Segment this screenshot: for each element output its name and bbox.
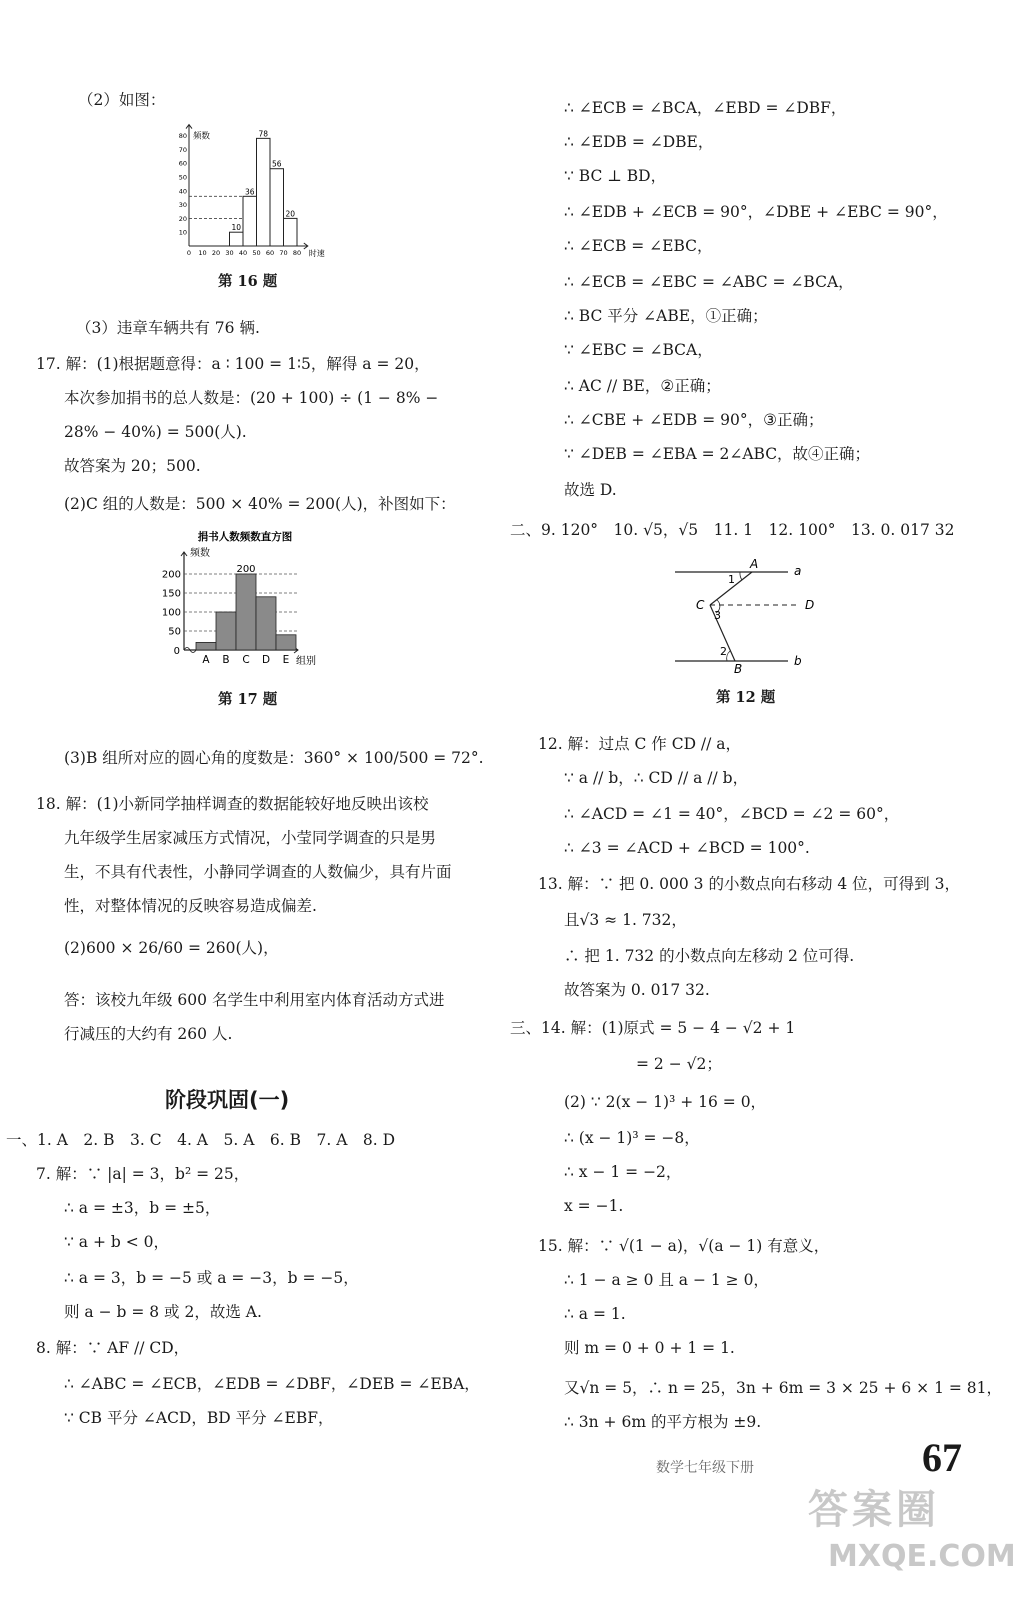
text-line: = 2 − √2； [636, 1055, 722, 1073]
y-axis-label: 频数 [190, 548, 210, 559]
text-line: ∴ a = 3，b = −5 或 a = −3，b = −5， [64, 1269, 359, 1287]
y-tick-label: 60 [178, 159, 187, 168]
text-line: ∵ BC ⊥ BD， [564, 167, 667, 185]
text-line: ∴ 3n + 6m 的平方根为 ±9. [564, 1413, 762, 1431]
histogram-bar [257, 138, 271, 246]
text-line: 15. 解：∵ √(1 − a)，√(a − 1) 有意义， [538, 1237, 830, 1255]
text-line: (2)600 × 26/60 = 260(人)， [64, 939, 279, 957]
label-a: a [794, 564, 802, 578]
text-line: ∴ ∠EDB + ∠ECB = 90°，∠DBE + ∠EBC = 90°， [564, 203, 948, 221]
text-line: ∵ a + b < 0， [64, 1233, 169, 1251]
answer-key-line: 二、9. 120° 10. √5，√5 11. 1 12. 100° 13. 0. 017 32 [510, 521, 955, 539]
y-tick-label: 200 [161, 569, 181, 581]
label-b: b [794, 654, 802, 668]
y-tick-label: 70 [178, 145, 187, 154]
y-axis-label: 频数 [193, 131, 211, 142]
text-line: 7. 解：∵ |a| = 3，b² = 25， [36, 1165, 250, 1183]
text-line: ∴ ∠ACD = ∠1 = 40°，∠BCD = ∠2 = 60°， [564, 805, 900, 823]
text-line: ∴ ∠ECB = ∠BCA，∠EBD = ∠DBF， [564, 99, 847, 117]
x-tick-label: 80 [292, 249, 302, 257]
x-tick-label: 20 [211, 249, 221, 257]
x-tick-label: 30 [225, 249, 234, 257]
label-D: D [805, 598, 815, 612]
angle-2-arc [727, 651, 730, 661]
label-2: 2 [720, 645, 727, 658]
bar-value-label: 10 [231, 223, 242, 233]
watermark-logo: 答案圈 [808, 1487, 940, 1533]
bar-value-label: 56 [271, 159, 282, 169]
watermark-url: MXQE.COM [828, 1539, 1016, 1574]
text-line: ∴ a = ±3，b = ±5， [64, 1199, 221, 1217]
histogram-bar [284, 218, 298, 246]
text-line: ∴ ∠EDB = ∠DBE， [564, 133, 714, 151]
text-line: 13. 解：∵ 把 0. 000 3 的小数点向右移动 4 位，可得到 3， [538, 875, 960, 893]
bar-value-label: 36 [244, 187, 255, 197]
figure-caption: 第 16 题 [218, 273, 278, 290]
text-line: 九年级学生居家减压方式情况，小莹同学调查的只是男 [64, 829, 437, 847]
text-line: x = −1. [564, 1197, 624, 1215]
text-line: ∴ a = 1. [564, 1305, 626, 1323]
page-number: 67 [922, 1435, 962, 1480]
bar-value-label: 78 [258, 129, 269, 139]
text-line: 12. 解：过点 C 作 CD // a， [538, 735, 742, 753]
y-tick-label: 10 [178, 228, 187, 237]
text-line: 故答案为 20；500. [64, 457, 201, 475]
label-1: 1 [728, 573, 735, 586]
x-tick-label: E [282, 654, 290, 666]
histogram-bar [230, 232, 244, 246]
y-tick-label: 150 [161, 588, 181, 600]
x-tick-label: 10 [198, 249, 207, 257]
text-line: 三、14. 解：(1)原式 = 5 − 4 − √2 + 1 [510, 1019, 796, 1037]
figure-caption: 第 12 题 [716, 689, 776, 706]
text-line: ∴ BC 平分 ∠ABE，①正确； [564, 307, 768, 325]
x-tick-label: 60 [265, 249, 275, 257]
y-tick-label: 50 [168, 626, 181, 638]
text-line: 18. 解：(1)小新同学抽样调查的数据能较好地反映出该校 [36, 795, 429, 813]
text-line: ∴ (x − 1)³ = −8， [564, 1129, 700, 1147]
histogram-fig17 [150, 530, 340, 675]
text-line: ∴ ∠ECB = ∠EBC = ∠ABC = ∠BCA， [564, 273, 854, 291]
text-line: ∴ AC // BE，②正确； [564, 377, 721, 395]
x-tick-label: A [202, 654, 210, 666]
histogram-bar [196, 642, 216, 650]
x-tick-label: 0 [186, 249, 192, 257]
text-line: 生，不具有代表性，小静同学调查的人数偏少，具有片面 [64, 863, 452, 881]
section-title: 阶段巩固(一) [165, 1088, 290, 1112]
y-tick-label: 40 [178, 187, 187, 196]
text-line: 28% − 40%) = 500(人). [64, 423, 247, 441]
text-line: 8. 解：∵ AF // CD， [36, 1339, 190, 1357]
text-line: 行减压的大约有 260 人. [64, 1025, 233, 1043]
text-line: ∴ ∠ECB = ∠EBC， [564, 237, 713, 255]
histogram-bar [256, 597, 276, 650]
y-tick-label: 50 [178, 173, 187, 182]
x-tick-label: 40 [238, 249, 248, 257]
histogram-fig16 [165, 128, 340, 263]
answer-key-line: 一、1. A 2. B 3. C 4. A 5. A 6. B 7. A 8. D [6, 1131, 396, 1149]
text-line: （2）如图： [78, 91, 166, 109]
text-line: 则 m = 0 + 0 + 1 = 1. [564, 1339, 735, 1357]
x-tick-label: C [242, 654, 250, 666]
text-line: 17. 解：(1)根据题意得：a ∶ 100 = 1∶5，解得 a = 20， [36, 355, 430, 373]
y-tick-label: 20 [178, 214, 187, 223]
text-line: ∵ a // b，∴ CD // a // b， [564, 769, 749, 787]
bar-value-label: 20 [285, 209, 296, 219]
x-tick-label: 70 [279, 249, 288, 257]
histogram-bar [243, 196, 257, 246]
text-line: ∴ ∠CBE + ∠EDB = 90°，③正确； [564, 411, 824, 429]
angle-1-arc [740, 572, 742, 580]
text-line: 则 a − b = 8 或 2，故选 A. [64, 1303, 262, 1321]
x-axis-label: 组别 [296, 656, 316, 667]
book-label: 数学七年级下册 [656, 1460, 754, 1476]
text-line: (3)B 组所对应的圆心角的度数是：360° × 100/500 = 72°. [64, 749, 484, 767]
text-line: ∴ ∠3 = ∠ACD + ∠BCD = 100°. [564, 839, 810, 857]
histogram-bar [216, 612, 236, 650]
text-line: ∴ 把 1. 732 的小数点向左移动 2 位可得. [564, 947, 855, 965]
chart-title: 捐书人数频数直方图 [197, 531, 293, 543]
label-B: B [734, 662, 743, 676]
y-tick-label: 30 [178, 201, 187, 210]
text-line: ∵ ∠DEB = ∠EBA = 2∠ABC，故④正确； [564, 445, 871, 463]
geometry-figure-12 [670, 555, 820, 680]
text-line: 故答案为 0. 017 32. [564, 981, 710, 999]
text-line: （3）违章车辆共有 76 辆. [76, 319, 260, 337]
text-line: 性，对整体情况的反映容易造成偏差. [64, 897, 317, 915]
histogram-bar [270, 169, 284, 246]
text-line: 本次参加捐书的总人数是：(20 + 100) ÷ (1 − 8% − [64, 389, 439, 407]
y-tick-label: 0 [173, 646, 180, 657]
y-tick-label: 100 [161, 607, 181, 619]
histogram-bar [276, 635, 296, 650]
text-line: ∴ ∠ABC = ∠ECB，∠EDB = ∠DBF，∠DEB = ∠EBA， [64, 1375, 480, 1393]
text-line: ∴ 1 − a ≥ 0 且 a − 1 ≥ 0， [564, 1271, 769, 1289]
text-line: (2) ∵ 2(x − 1)³ + 16 = 0， [564, 1093, 767, 1111]
x-tick-label: B [222, 654, 230, 666]
label-C: C [696, 598, 705, 612]
x-tick-label: 50 [252, 249, 261, 257]
text-line: 故选 D. [564, 481, 617, 499]
label-3: 3 [714, 609, 721, 622]
text-line: ∵ CB 平分 ∠ACD，BD 平分 ∠EBF， [64, 1409, 334, 1427]
bar-value-label: 200 [236, 564, 256, 575]
x-axis-label: 时速 [308, 249, 325, 258]
y-tick-label: 80 [178, 132, 187, 141]
histogram-bar [236, 574, 256, 650]
figure-caption: 第 17 题 [218, 691, 278, 708]
x-tick-label: D [261, 654, 271, 666]
text-line: 又√n = 5，∴ n = 25，3n + 6m = 3 × 25 + 6 × 1 = 81， [564, 1379, 1003, 1397]
text-line: (2)C 组的人数是：500 × 40% = 200(人)，补图如下： [64, 495, 456, 513]
text-line: ∴ x − 1 = −2， [564, 1163, 682, 1181]
text-line: 且√3 ≈ 1. 732， [564, 911, 687, 929]
label-A: A [750, 557, 759, 571]
text-line: 答：该校九年级 600 名学生中利用室内体育活动方式进 [64, 991, 445, 1009]
text-line: ∵ ∠EBC = ∠BCA， [564, 341, 713, 359]
